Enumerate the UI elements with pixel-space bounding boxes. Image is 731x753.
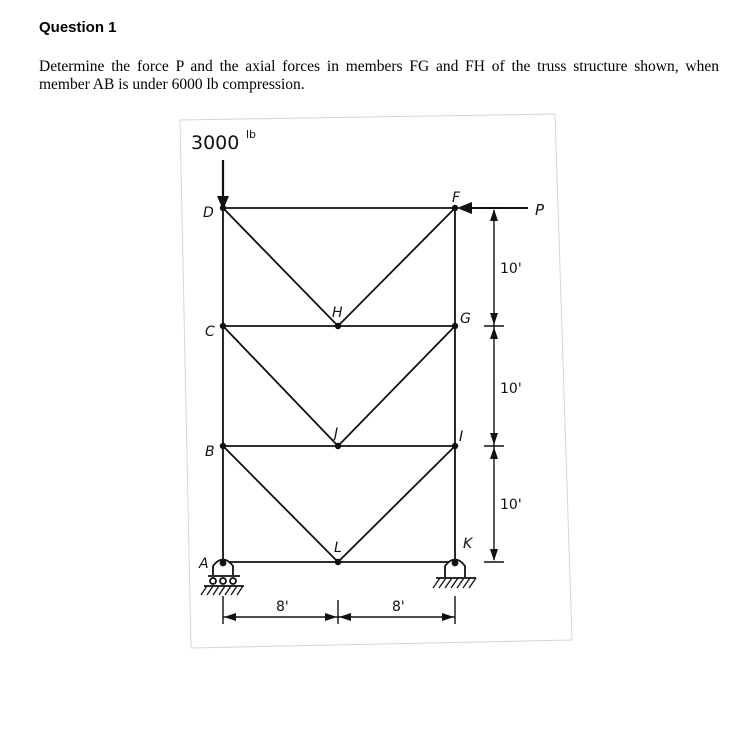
label-g: G [460, 311, 471, 327]
question-text: Determine the force P and the axial forces in members FG and FH of the truss structure shown, when member AB is under 6000 lb compression. [39, 58, 719, 93]
label-a: A [199, 556, 209, 572]
dim-vertical-2: 10' [500, 381, 522, 397]
joint-i [452, 443, 458, 449]
label-d: D [203, 205, 214, 221]
member-li [338, 446, 455, 562]
dim-horizontal-2: 8' [392, 599, 405, 615]
label-k: K [463, 536, 473, 552]
label-h: H [332, 305, 343, 321]
joint-c [220, 323, 226, 329]
label-i: I [459, 429, 464, 445]
member-hf [338, 208, 455, 326]
question-heading: Question 1 [39, 19, 117, 36]
load-value: 3000 [191, 132, 240, 154]
label-b: B [205, 444, 215, 460]
member-bl [223, 446, 338, 562]
support-k [433, 560, 476, 589]
dim-vertical-1: 10' [500, 261, 522, 277]
label-c: C [205, 324, 215, 340]
joint-g [452, 323, 458, 329]
joint-l [335, 559, 341, 565]
member-cj [223, 326, 338, 446]
horizontal-dimensions [223, 596, 455, 624]
load-arrow [217, 160, 229, 210]
joint-b [220, 443, 226, 449]
force-p-label: P [535, 201, 545, 219]
member-jg [338, 326, 455, 446]
label-l: L [334, 540, 342, 556]
joint-j [335, 443, 341, 449]
label-j: J [334, 426, 339, 442]
member-dh [223, 208, 338, 326]
dim-vertical-3: 10' [500, 497, 522, 513]
load-unit: lb [246, 128, 257, 141]
joint-h [335, 323, 341, 329]
label-f: F [452, 190, 461, 206]
dim-horizontal-1: 8' [276, 599, 289, 615]
